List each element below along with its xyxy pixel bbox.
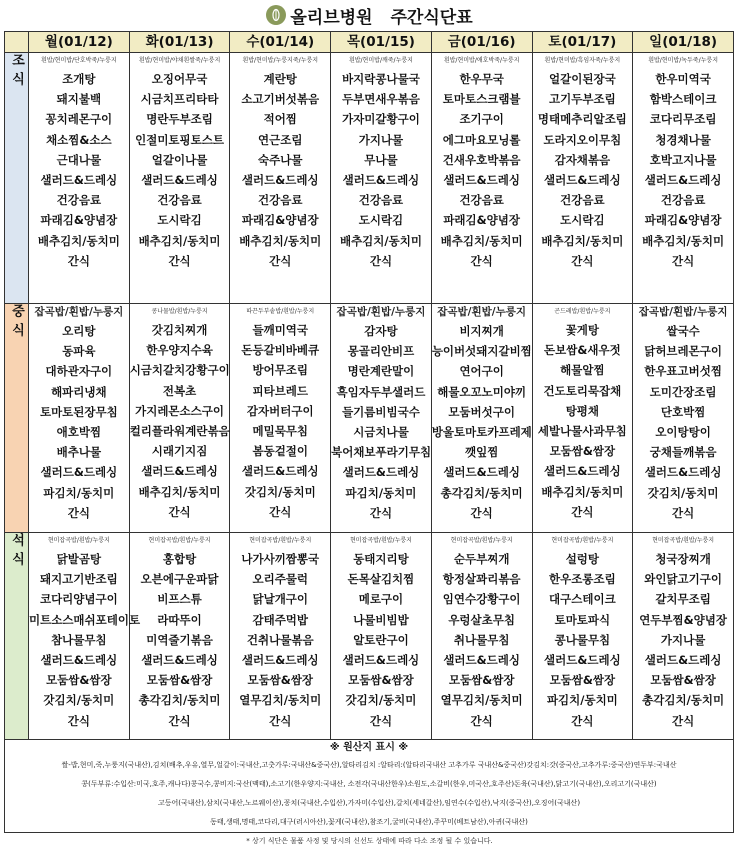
menu-item: 간식 — [369, 713, 393, 728]
menu-item: 간식 — [571, 504, 594, 519]
dinner-menu-cell — [633, 533, 734, 740]
menu-item: 배추나물 — [56, 445, 102, 460]
dinner-menu-cell — [331, 533, 432, 740]
menu-item: 숙주나물 — [258, 152, 303, 167]
rice-options: 따끈두부솥밥/흰밥/누룽지 — [246, 308, 315, 315]
menu-item: 갓김치/동치미 — [345, 693, 417, 708]
menu-item: 청국장찌개 — [655, 552, 711, 566]
menu-item: 배추김치/동치미 — [239, 233, 322, 248]
origin-section — [5, 740, 734, 833]
menu-item: 배추김치/동치미 — [541, 233, 624, 248]
menu-item: 명란계란말이 — [347, 364, 415, 379]
menu-item: 몽골리안비프 — [347, 344, 415, 359]
corner-cell — [5, 32, 29, 53]
menu-item: 비지찌개 — [459, 324, 504, 338]
menu-item: 시금치갈치강황구이 — [129, 363, 230, 378]
menu-item: 파김치/동치미 — [43, 485, 115, 500]
menu-item: 모둠쌈&쌈장 — [650, 673, 716, 688]
menu-item: 시금치나물 — [353, 424, 409, 439]
title-bar — [0, 0, 739, 30]
day-header: 월(01/12) — [29, 32, 130, 53]
rice-options: 흰밥/현미밥/누룽지죽/누룽지 — [242, 57, 319, 64]
menu-item: 연근조림 — [258, 132, 303, 147]
rice-options: 콩나물밥/흰밥/누룽지 — [151, 308, 208, 315]
menu-item: 두부면새우볶음 — [342, 92, 420, 107]
rice-options: 흰밥/현미밥/녹두죽/누룽지 — [648, 57, 719, 64]
breakfast-menu-cell — [29, 53, 130, 304]
menu-item: 간식 — [168, 253, 191, 268]
lunch-menu-cell — [633, 304, 734, 533]
menu-item: 감태주먹밥 — [252, 612, 309, 627]
menu-item: 코다리무조림 — [649, 112, 717, 127]
origin-line: 쌀-밥,현미,죽,누룽지(국내산),김치(배추,우유,열무,얼갈이:국내산,고춧가루:국내산&중국산),알타리김치 :알타리:(알타리국내산 고추가루 국내산&중국산)갓김치:갓(중국산,고추가루:중국산)연두부:국내산 — [61, 761, 677, 769]
menu-item: 샐러드&드레싱 — [241, 172, 319, 187]
menu-item: 메밀묵무침 — [252, 423, 309, 438]
origin-line: 고등어(국내산),삼치(국내산,노르웨이산),꽁치(국내산,수입산),가자미(수입산),갈치(세네갈산),임연수(수입산),낙지(중국산),오징어(국내산) — [157, 799, 581, 807]
menu-item: 시래기지짐 — [151, 444, 208, 459]
menu-item: 열무김치/동치미 — [239, 693, 322, 708]
menu-item: 방어무조림 — [252, 363, 309, 378]
menu-item: 깻잎찜 — [465, 445, 499, 460]
menu-item: 도미간장조림 — [649, 384, 717, 399]
menu-item: 메로구이 — [358, 592, 404, 607]
menu-item: 북어채보푸라기무침 — [331, 445, 432, 460]
menu-item: 동파육 — [62, 344, 96, 359]
menu-item: 모둠쌈&쌈장 — [247, 673, 314, 688]
dinner-menu-cell — [230, 533, 331, 740]
dinner-menu-cell — [129, 533, 230, 740]
menu-item: 순두부찌개 — [453, 552, 510, 566]
day-header: 화(01/13) — [129, 32, 230, 53]
breakfast-menu-cell — [331, 53, 432, 304]
lunch-menu-cell — [230, 304, 331, 533]
menu-item: 갓김치/동치미 — [43, 693, 115, 708]
rice-options: 잡곡밥/흰밥/누룽지 — [336, 306, 426, 318]
menu-item: 에그마요모닝롤 — [442, 132, 521, 147]
menu-item: 나가사끼짬뽕국 — [241, 552, 320, 566]
menu-item: 들기름비빔국수 — [342, 404, 420, 419]
menu-item: 인절미토핑토스트 — [135, 132, 224, 147]
menu-item: 오이탕탕이 — [655, 424, 711, 439]
menu-item: 건강음료 — [157, 193, 202, 208]
menu-item: 샐러드&드레싱 — [443, 652, 520, 667]
rice-options: 흰밥/현미밥/야채흰쌀죽/누룽지 — [138, 57, 221, 64]
menu-item: 돼지고기반조림 — [39, 572, 118, 587]
menu-item: 샐러드&드레싱 — [141, 464, 218, 479]
menu-item: 해물알찜 — [560, 363, 605, 378]
menu-item: 가자미갈황구이 — [342, 112, 420, 127]
menu-item: 동태지리탕 — [353, 552, 409, 566]
menu-item: 조개탕 — [62, 72, 96, 86]
menu-item: 방울토마토카프레제 — [431, 424, 532, 439]
menu-item: 닭날개구이 — [252, 592, 309, 607]
menu-item: 가지레몬소스구이 — [135, 403, 224, 418]
meal-label-dinner: 석식 — [5, 533, 29, 740]
origin-line: 동태,생태,명태,코다리,대구(러시아산),꽃게(국내산),참조기,굴비(국내산),주꾸미(베트남산),아귀(국내산) — [210, 818, 528, 826]
menu-item: 소고기버섯볶음 — [241, 92, 320, 107]
rice-options: 현미잡곡밥/흰밥/누룽지 — [249, 537, 312, 544]
rice-options: 현미잡곡밥/흰밥/누룽지 — [551, 537, 614, 544]
menu-item: 간식 — [672, 713, 695, 728]
menu-item: 모둠버섯구이 — [448, 404, 515, 419]
menu-item: 총각김치/동치미 — [138, 693, 221, 708]
menu-item: 조기구이 — [459, 112, 504, 127]
hospital-name: 올리브병원 — [290, 7, 373, 28]
olive-logo-icon — [266, 5, 286, 25]
menu-item: 코다리양념구이 — [39, 592, 118, 607]
menu-item: 샐러드&드레싱 — [544, 464, 621, 479]
breakfast-menu-cell — [431, 53, 532, 304]
menu-item: 간식 — [168, 713, 191, 728]
menu-item: 열무김치/동치미 — [440, 693, 523, 708]
menu-item: 샐러드&드레싱 — [443, 172, 520, 187]
breakfast-menu-cell — [633, 53, 734, 304]
breakfast-menu-cell — [129, 53, 230, 304]
menu-item: 우렁살초무침 — [448, 612, 515, 627]
lunch-menu-cell — [532, 304, 633, 533]
menu-item: 배추김치/동치미 — [138, 484, 221, 499]
rice-options: 흰밥/현미밥/애호박죽/누룽지 — [443, 57, 520, 64]
day-header: 토(01/17) — [532, 32, 633, 53]
menu-item: 적어찜 — [263, 112, 297, 127]
meal-label-lunch: 중식 — [5, 304, 29, 533]
menu-item: 능이버섯돼지갈비찜 — [431, 344, 532, 359]
menu-item: 샐러드&드레싱 — [342, 465, 420, 480]
menu-item: 와인닭고기구이 — [644, 572, 722, 587]
menu-item: 얼갈이된장국 — [549, 72, 616, 86]
breakfast-row — [5, 53, 734, 304]
menu-item: 고기두부조림 — [549, 92, 616, 107]
menu-item: 가지나물 — [660, 632, 706, 647]
menu-item: 간식 — [67, 713, 90, 728]
menu-item: 샐러드&드레싱 — [40, 172, 118, 187]
menu-item: 모둠쌈&쌈장 — [549, 444, 616, 459]
menu-item: 참나물무침 — [51, 632, 107, 647]
menu-item: 샐러드&드레싱 — [342, 172, 420, 187]
menu-item: 바지락콩나물국 — [342, 72, 420, 86]
menu-item: 쌀국수 — [666, 324, 700, 338]
rice-options: 현미잡곡밥/흰밥/누룽지 — [47, 537, 110, 544]
menu-item: 닭발곰탕 — [56, 552, 102, 566]
menu-item: 간식 — [168, 504, 191, 519]
menu-item: 미역줄기볶음 — [146, 632, 213, 647]
menu-item: 파김치/동치미 — [546, 693, 618, 708]
menu-item: 감자버터구이 — [246, 403, 314, 418]
lunch-menu-cell — [129, 304, 230, 533]
menu-item: 단호박찜 — [660, 404, 706, 419]
menu-item: 가지나물 — [358, 132, 404, 147]
menu-item: 총각김치/동치미 — [440, 485, 523, 500]
menu-item: 건강음료 — [358, 193, 404, 208]
menu-item: 닭허브레몬구이 — [644, 344, 722, 359]
menu-item: 토마토스크램블 — [442, 92, 521, 107]
menu-item: 모둠쌈&쌈장 — [549, 673, 616, 688]
menu-item: 갓김치/동치미 — [647, 485, 719, 500]
menu-item: 간식 — [571, 713, 594, 728]
menu-item: 한우양지수육 — [146, 343, 213, 358]
menu-item: 배추김치/동치미 — [138, 233, 221, 248]
rice-options: 잡곡밥/흰밥/누룽지 — [34, 306, 124, 318]
menu-item: 샐러드&드레싱 — [241, 464, 319, 479]
page-title: 주간식단표 — [390, 7, 473, 28]
menu-item: 흑임자두부샐러드 — [336, 384, 426, 399]
day-header-row — [5, 32, 734, 53]
rice-options: 잡곡밥/흰밥/누룽지 — [437, 306, 527, 318]
menu-item: 시금치프리타타 — [140, 92, 219, 107]
menu-item: 컬리플라워계란볶음 — [129, 423, 230, 438]
menu-item: 오리주물럭 — [252, 572, 309, 587]
menu-item: 얼갈이나물 — [151, 152, 208, 167]
menu-item: 탕평채 — [565, 403, 600, 418]
rice-options: 흰밥/현미밥/흑임자죽/누룽지 — [544, 57, 621, 64]
menu-item: 피타브레드 — [252, 383, 309, 398]
day-header: 목(01/15) — [331, 32, 432, 53]
menu-item: 간식 — [67, 253, 90, 268]
day-header: 수(01/14) — [230, 32, 331, 53]
menu-item: 라따뚜이 — [157, 612, 202, 627]
menu-item: 파래김&양념장 — [241, 213, 319, 228]
menu-item: 건강음료 — [660, 193, 706, 208]
menu-item: 한우표고버섯찜 — [644, 364, 722, 379]
menu-item: 샐러드&드레싱 — [544, 652, 621, 667]
menu-item: 한우미역국 — [655, 72, 711, 86]
menu-item: 샐러드&드레싱 — [644, 652, 722, 667]
meal-label-breakfast: 조식 — [5, 53, 29, 304]
menu-item: 세발나물사과무침 — [537, 423, 627, 438]
menu-item: 간식 — [672, 253, 695, 268]
rice-options: 현미잡곡밥/흰밥/누룽지 — [148, 537, 211, 544]
breakfast-menu-cell — [230, 53, 331, 304]
menu-item: 총각김치/동치미 — [642, 693, 725, 708]
menu-item: 건강음료 — [56, 193, 102, 208]
menu-item: 나물비빔밥 — [353, 612, 409, 627]
menu-item: 한우무국 — [459, 72, 504, 86]
menu-item: 배추김치/동치미 — [642, 233, 725, 248]
origin-row — [5, 740, 734, 833]
menu-item: 들깨미역국 — [252, 323, 309, 337]
dinner-menu-cell — [532, 533, 633, 740]
lunch-menu-cell — [29, 304, 130, 533]
menu-item: 샐러드&드레싱 — [241, 652, 319, 667]
menu-item: 파래김&양념장 — [644, 213, 722, 228]
menu-item: 오븐에구운파닭 — [140, 572, 219, 587]
menu-item: 계란탕 — [263, 72, 297, 86]
origin-line: 콩(두부류:수입산:미국,호주,캐나다)콩국수,콩비지:국산(맥태),소고기(한우양지:국내산, 소전각(국내산한우)소원도,소갈비(한우,미국산,호주산)돈육(국내산),닭고기(국내산),오리고기(국내산) — [81, 780, 657, 788]
menu-item: 돈등갈비바베큐 — [241, 343, 320, 358]
menu-item: 건강음료 — [459, 193, 504, 208]
menu-item: 감자채볶음 — [554, 152, 611, 167]
menu-item: 샐러드&드레싱 — [141, 652, 218, 667]
menu-item: 꽃게탕 — [565, 323, 600, 337]
day-header: 금(01/16) — [431, 32, 532, 53]
menu-item: 오리탕 — [62, 324, 96, 338]
menu-item: 샐러드&드레싱 — [40, 465, 118, 480]
menu-item: 임연수강황구이 — [442, 592, 521, 607]
menu-item: 명란두부조림 — [146, 112, 213, 127]
menu-item: 간식 — [571, 253, 594, 268]
menu-item: 홍합탕 — [162, 552, 197, 566]
menu-item: 궁채들깨볶음 — [649, 445, 717, 460]
lunch-menu-cell — [431, 304, 532, 533]
menu-item: 모둠쌈&쌈장 — [146, 673, 213, 688]
menu-item: 건취나물볶음 — [246, 632, 314, 647]
rice-options: 잡곡밥/흰밥/누룽지 — [638, 306, 728, 318]
menu-item: 연두부찜&양념장 — [639, 612, 727, 627]
menu-item: 봄동겉절이 — [252, 444, 309, 459]
day-header: 일(01/18) — [633, 32, 734, 53]
menu-item: 애호박찜 — [56, 424, 102, 439]
menu-item: 샐러드&드레싱 — [644, 172, 722, 187]
rice-options: 현미잡곡밥/흰밥/누룽지 — [349, 537, 412, 544]
menu-item: 간식 — [67, 505, 90, 520]
rice-options: 현미잡곡밥/흰밥/누룽지 — [450, 537, 513, 544]
menu-item: 돈보쌈&새우젓 — [544, 343, 621, 358]
menu-item: 토마토파식 — [554, 612, 611, 627]
menu-item: 간식 — [269, 504, 292, 519]
lunch-row — [5, 304, 734, 533]
menu-item: 샐러드&드레싱 — [544, 172, 621, 187]
menu-item: 한우조롱조림 — [549, 572, 616, 587]
footer-note: * 상기 식단은 물품 사정 및 당시의 신선도 상태에 따라 다소 조정 될 수 있습니다. — [246, 837, 493, 845]
menu-item: 간식 — [470, 253, 493, 268]
menu-item: 간식 — [269, 713, 292, 728]
menu-item: 모둠쌈&쌈장 — [46, 673, 112, 688]
menu-item: 도시락김 — [560, 213, 605, 228]
menu-item: 모둠쌈&쌈장 — [348, 673, 414, 688]
menu-item: 파래김&양념장 — [443, 213, 520, 228]
menu-item: 꽁치레몬구이 — [45, 112, 113, 127]
dinner-menu-cell — [29, 533, 141, 740]
dinner-menu-cell — [431, 533, 532, 740]
menu-item: 알토란구이 — [353, 632, 409, 647]
menu-item: 간식 — [269, 253, 292, 268]
menu-item: 토마토된장무침 — [39, 404, 118, 419]
menu-item: 간식 — [470, 505, 493, 520]
menu-item: 대하관자구이 — [45, 364, 113, 379]
menu-item: 건도토리묵잡채 — [543, 383, 622, 398]
menu-item: 콩나물무침 — [554, 632, 611, 647]
menu-item: 채소찜&소스 — [46, 132, 112, 147]
menu-item: 샐러드&드레싱 — [342, 652, 420, 667]
menu-item: 대구스테이크 — [549, 592, 616, 607]
rice-options: 곤드레밥/흰밥/누룽지 — [554, 308, 611, 315]
menu-item: 명태메추리알조림 — [537, 112, 627, 127]
menu-item: 돈목살김치찜 — [347, 572, 415, 587]
menu-item: 미트소스매쉬포테이토 — [29, 612, 141, 627]
rice-options: 현미잡곡밥/흰밥/누룽지 — [652, 537, 715, 544]
menu-item: 갓김치/동치미 — [244, 484, 316, 499]
menu-item: 연어구이 — [459, 364, 504, 379]
menu-item: 파김치/동치미 — [345, 485, 417, 500]
dinner-row — [5, 533, 734, 740]
menu-item: 취나물무침 — [453, 632, 510, 647]
menu-item: 무나물 — [364, 152, 398, 167]
origin-title: ※ 원산지 표시 ※ — [329, 742, 409, 753]
lunch-menu-cell — [331, 304, 432, 533]
menu-item: 설렁탕 — [565, 552, 600, 566]
menu-item: 간식 — [369, 253, 393, 268]
menu-item: 샐러드&드레싱 — [141, 172, 218, 187]
menu-item: 간식 — [470, 713, 493, 728]
menu-item: 샐러드&드레싱 — [644, 465, 722, 480]
menu-item: 전복초 — [162, 383, 197, 398]
weekly-menu-table — [4, 31, 734, 833]
menu-item: 감자탕 — [364, 324, 398, 338]
menu-item: 항정살꽈리볶음 — [442, 572, 521, 587]
menu-item: 건새우호박볶음 — [442, 152, 521, 167]
menu-item: 도시락김 — [157, 213, 202, 228]
menu-item: 갈치무조림 — [655, 592, 711, 607]
menu-item: 샐러드&드레싱 — [443, 465, 520, 480]
breakfast-menu-cell — [532, 53, 633, 304]
menu-item: 도라지오이무침 — [543, 132, 622, 147]
menu-item: 비프스튜 — [157, 592, 202, 607]
menu-item: 도시락김 — [358, 213, 404, 228]
menu-item: 함박스테이크 — [649, 92, 717, 107]
menu-item: 해물오꼬노미야끼 — [437, 384, 527, 399]
menu-item: 해파리냉채 — [51, 384, 107, 399]
menu-item: 샐러드&드레싱 — [40, 652, 118, 667]
menu-item: 호박고지나물 — [649, 152, 717, 167]
menu-item: 건강음료 — [258, 193, 303, 208]
menu-item: 배추김치/동치미 — [440, 233, 523, 248]
menu-item: 갓김치찌개 — [151, 323, 208, 337]
menu-item: 건강음료 — [560, 193, 605, 208]
menu-item: 배추김치/동치미 — [339, 233, 422, 248]
menu-item: 배추김치/동치미 — [37, 233, 120, 248]
menu-item: 파래김&양념장 — [40, 213, 118, 228]
menu-item: 간식 — [369, 505, 393, 520]
rice-options: 흰밥/현미밥/깨죽/누룽지 — [348, 57, 413, 64]
menu-item: 모둠쌈&쌈장 — [448, 673, 515, 688]
menu-item: 청경채나물 — [655, 132, 711, 147]
rice-options: 흰밥/현미밥/단호박죽/누룽지 — [41, 57, 117, 64]
menu-item: 오징어무국 — [151, 72, 208, 86]
menu-item: 배추김치/동치미 — [541, 484, 624, 499]
menu-item: 간식 — [672, 505, 695, 520]
menu-item: 돼지불백 — [56, 92, 102, 107]
menu-item: 근대나물 — [56, 152, 102, 167]
